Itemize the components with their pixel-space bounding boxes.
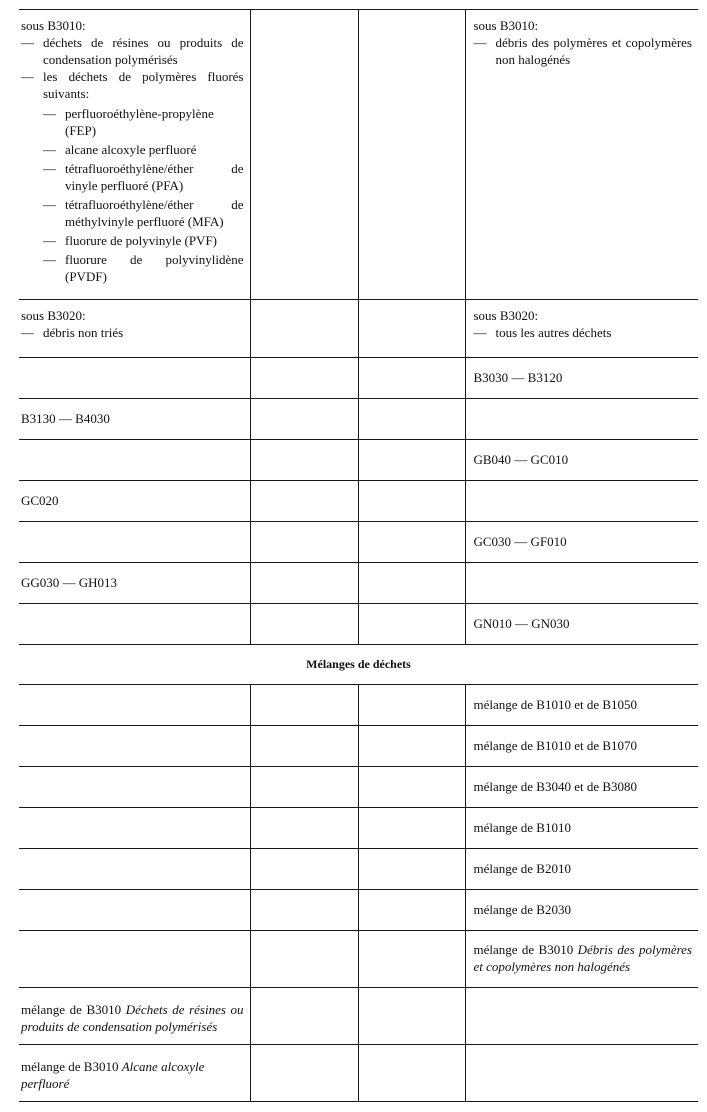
- cell-right: [465, 1045, 698, 1102]
- cell-empty: [250, 522, 358, 563]
- cell-empty: [250, 767, 358, 808]
- cell-right: B3030 — B3120: [465, 358, 698, 399]
- cell-empty: [250, 890, 358, 931]
- mixture-italic: Débris des polymères et copolymères non halogénés: [473, 942, 692, 974]
- cell-left: [19, 808, 250, 849]
- cell-left: [19, 1045, 250, 1102]
- table-row: [19, 685, 698, 726]
- cell-left: [19, 10, 250, 300]
- table-row: [19, 440, 698, 481]
- cell-right: [465, 988, 698, 1045]
- table-row: [19, 1045, 698, 1102]
- cell-left: [19, 890, 250, 931]
- sub-list-item: — alcane alcoxyle perfluoré: [43, 141, 244, 158]
- cell-empty: [250, 988, 358, 1045]
- sub-list-item: — tétrafluoroéthylène/éther de vinyle perfluoré (PFA): [43, 160, 244, 194]
- cell-left: [19, 988, 250, 1045]
- cell-empty: [250, 300, 358, 358]
- list-item: — déchets de résines ou produits de condensation polymérisés: [21, 34, 244, 68]
- list-item: [21, 68, 244, 285]
- cell-heading: sous B3010:: [21, 18, 86, 33]
- table-row: [19, 726, 698, 767]
- cell-left: [19, 726, 250, 767]
- cell-right: mélange de B1010 et de B1050: [465, 685, 698, 726]
- sub-list-item: — tétrafluoroéthylène/éther de méthylvinyle perfluoré (MFA): [43, 196, 244, 230]
- cell-right: mélange de B2030: [465, 890, 698, 931]
- cell-left: [19, 685, 250, 726]
- table-row: [19, 890, 698, 931]
- cell-empty: [250, 440, 358, 481]
- item-list: [21, 324, 244, 341]
- list-item-text: les déchets de polymères fluorés suivants:: [43, 69, 244, 101]
- cell-right: mélange de B1010: [465, 808, 698, 849]
- mixture-prefix: mélange de B3010: [21, 1002, 122, 1017]
- sub-list-item: — perfluoroéthylène-propylène (FEP): [43, 105, 244, 139]
- table-row: [19, 808, 698, 849]
- table-row: [19, 399, 698, 440]
- cell-empty: [358, 931, 465, 988]
- sub-list-item: — fluorure de polyvinyle (PVF): [43, 232, 244, 249]
- cell-right: [465, 399, 698, 440]
- sub-list-item: — fluorure de polyvinylidène (PVDF): [43, 251, 244, 285]
- cell-right: mélange de B3040 et de B3080: [465, 767, 698, 808]
- cell-empty: [358, 481, 465, 522]
- list-item: — débris non triés: [21, 324, 244, 341]
- cell-right: [465, 931, 698, 988]
- section-title: Mélanges de déchets: [19, 645, 698, 685]
- item-list: [21, 34, 244, 285]
- cell-empty: [358, 988, 465, 1045]
- cell-empty: [250, 358, 358, 399]
- cell-empty: [358, 726, 465, 767]
- cell-empty: [358, 849, 465, 890]
- cell-empty: [358, 808, 465, 849]
- cell-empty: [250, 1045, 358, 1102]
- cell-empty: [358, 890, 465, 931]
- table-row: [19, 10, 698, 300]
- cell-empty: [250, 604, 358, 645]
- cell-left: [19, 522, 250, 563]
- cell-empty: [358, 1045, 465, 1102]
- cell-empty: [358, 358, 465, 399]
- table-row: [19, 481, 698, 522]
- cell-left: [19, 767, 250, 808]
- cell-empty: [250, 481, 358, 522]
- table-row: [19, 988, 698, 1045]
- cell-left: [19, 849, 250, 890]
- cell-right: mélange de B1010 et de B1070: [465, 726, 698, 767]
- cell-empty: [250, 399, 358, 440]
- cell-empty: [250, 563, 358, 604]
- cell-right: [465, 481, 698, 522]
- cell-left: GC020: [19, 481, 250, 522]
- cell-heading: sous B3020:: [473, 308, 539, 323]
- cell-right: [465, 10, 698, 300]
- cell-right: [465, 300, 698, 358]
- section-row: [19, 645, 698, 685]
- cell-right: mélange de B2010: [465, 849, 698, 890]
- mixture-prefix: mélange de B3010: [473, 942, 574, 957]
- cell-heading: sous B3010:: [473, 18, 539, 33]
- cell-empty: [358, 399, 465, 440]
- table-row: [19, 604, 698, 645]
- cell-empty: [358, 440, 465, 481]
- cell-empty: [250, 808, 358, 849]
- list-item: — débris des polymères et copolymères non halogénés: [474, 34, 693, 68]
- cell-empty: [250, 685, 358, 726]
- item-list: [474, 324, 693, 341]
- cell-empty: [358, 685, 465, 726]
- item-list: [474, 34, 693, 68]
- cell-right: GN010 — GN030: [465, 604, 698, 645]
- table-row: [19, 849, 698, 890]
- table-row: [19, 931, 698, 988]
- waste-table: [19, 9, 698, 1102]
- cell-right: GB040 — GC010: [465, 440, 698, 481]
- cell-empty: [250, 849, 358, 890]
- table-row: [19, 767, 698, 808]
- cell-empty: [250, 931, 358, 988]
- mixture-italic: Déchets de résines ou produits de condensation polymérisés: [21, 1002, 244, 1034]
- mixture-prefix: mélange de B3010: [21, 1059, 119, 1074]
- cell-left: [19, 300, 250, 358]
- cell-empty: [358, 300, 465, 358]
- cell-empty: [358, 767, 465, 808]
- cell-right: [465, 563, 698, 604]
- mixture-italic: Alcane alcoxyle perfluoré: [21, 1059, 205, 1091]
- cell-left: [19, 358, 250, 399]
- cell-empty: [358, 604, 465, 645]
- table-row: [19, 358, 698, 399]
- cell-left: [19, 931, 250, 988]
- cell-left: B3130 — B4030: [19, 399, 250, 440]
- cell-empty: [358, 10, 465, 300]
- table-row: [19, 563, 698, 604]
- cell-left: GG030 — GH013: [19, 563, 250, 604]
- cell-heading: sous B3020:: [21, 308, 86, 323]
- cell-empty: [358, 522, 465, 563]
- cell-empty: [358, 563, 465, 604]
- cell-left: [19, 440, 250, 481]
- sub-list: [43, 105, 244, 285]
- table-row: [19, 522, 698, 563]
- table-row: [19, 300, 698, 358]
- cell-empty: [250, 10, 358, 300]
- cell-empty: [250, 726, 358, 767]
- list-item: — tous les autres déchets: [474, 324, 693, 341]
- cell-right: GC030 — GF010: [465, 522, 698, 563]
- cell-left: [19, 604, 250, 645]
